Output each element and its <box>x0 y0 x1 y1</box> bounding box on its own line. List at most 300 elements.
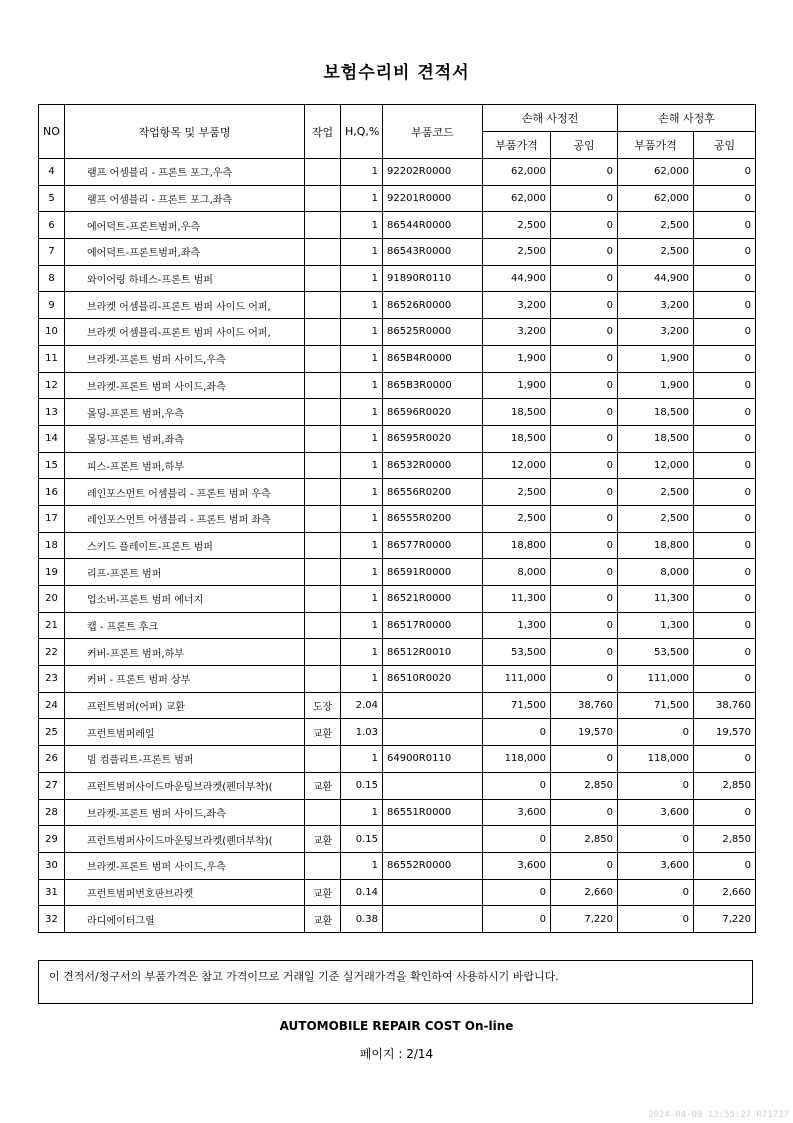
row-after-labor: 0 <box>694 159 756 186</box>
row-no: 14 <box>39 425 65 452</box>
row-work <box>305 639 341 666</box>
row-after-labor: 0 <box>694 746 756 773</box>
row-after-labor: 38,760 <box>694 692 756 719</box>
row-hq: 1 <box>341 639 383 666</box>
row-code <box>383 826 483 853</box>
row-code <box>383 772 483 799</box>
row-name: 브라켓-프론트 범퍼 사이드,좌측 <box>65 799 305 826</box>
row-code: 86577R0000 <box>383 532 483 559</box>
row-before-part-price: 2,500 <box>483 212 551 239</box>
row-before-labor: 7,220 <box>551 906 618 933</box>
table-row <box>39 159 756 186</box>
row-work <box>305 799 341 826</box>
row-no: 6 <box>39 212 65 239</box>
row-before-part-price: 11,300 <box>483 586 551 613</box>
row-hq: 1 <box>341 292 383 319</box>
row-before-part-price: 0 <box>483 826 551 853</box>
row-no: 15 <box>39 452 65 479</box>
row-after-labor: 2,660 <box>694 879 756 906</box>
row-name: 브라켓 어셈블리-프론트 범퍼 사이드 어퍼, <box>65 319 305 346</box>
row-name: 리프-프론트 범퍼 <box>65 559 305 586</box>
row-after-labor: 0 <box>694 666 756 693</box>
row-code: 86526R0000 <box>383 292 483 319</box>
row-name: 피스-프론트 범퍼,하부 <box>65 452 305 479</box>
row-no: 28 <box>39 799 65 826</box>
row-before-labor: 0 <box>551 425 618 452</box>
row-name: 에어덕트-프론트범퍼,좌측 <box>65 239 305 266</box>
row-before-labor: 0 <box>551 639 618 666</box>
row-code: 86525R0000 <box>383 319 483 346</box>
row-code: 86544R0000 <box>383 212 483 239</box>
row-hq: 1 <box>341 559 383 586</box>
row-after-labor: 0 <box>694 452 756 479</box>
row-after-part-price: 0 <box>618 772 694 799</box>
row-before-part-price: 1,300 <box>483 612 551 639</box>
row-code: 865B4R0000 <box>383 345 483 372</box>
row-after-part-price: 111,000 <box>618 666 694 693</box>
row-after-part-price: 12,000 <box>618 452 694 479</box>
row-no: 11 <box>39 345 65 372</box>
row-before-labor: 38,760 <box>551 692 618 719</box>
header-before-part-price: 부품가격 <box>483 132 551 159</box>
row-after-labor: 0 <box>694 479 756 506</box>
row-work <box>305 292 341 319</box>
row-before-part-price: 12,000 <box>483 452 551 479</box>
table-row <box>39 345 756 372</box>
header-after-labor: 공임 <box>694 132 756 159</box>
table-row <box>39 852 756 879</box>
row-before-labor: 0 <box>551 612 618 639</box>
row-after-part-price: 0 <box>618 906 694 933</box>
row-before-part-price: 18,800 <box>483 532 551 559</box>
table-row <box>39 292 756 319</box>
row-before-labor: 0 <box>551 799 618 826</box>
row-before-part-price: 1,900 <box>483 345 551 372</box>
row-hq: 0.15 <box>341 772 383 799</box>
table-row <box>39 799 756 826</box>
table-row <box>39 639 756 666</box>
row-after-part-price: 2,500 <box>618 239 694 266</box>
table-row <box>39 666 756 693</box>
row-before-labor: 0 <box>551 372 618 399</box>
row-after-part-price: 1,900 <box>618 345 694 372</box>
row-after-labor: 0 <box>694 799 756 826</box>
row-after-part-price: 0 <box>618 719 694 746</box>
row-work <box>305 532 341 559</box>
table-row <box>39 265 756 292</box>
row-before-labor: 0 <box>551 239 618 266</box>
brand-footer: AUTOMOBILE REPAIR COST On-line <box>279 1019 514 1033</box>
row-work <box>305 372 341 399</box>
header-hq: H,Q,% <box>341 105 383 159</box>
row-no: 8 <box>39 265 65 292</box>
row-before-part-price: 18,500 <box>483 399 551 426</box>
row-name: 빔 컴플리트-프론트 범퍼 <box>65 746 305 773</box>
row-name: 램프 어셈블리 - 프론트 포그,우측 <box>65 159 305 186</box>
row-name: 커버-프론트 범퍼,하부 <box>65 639 305 666</box>
header-name: 작업항목 및 부품명 <box>65 105 305 159</box>
row-after-part-price: 3,200 <box>618 292 694 319</box>
row-work <box>305 746 341 773</box>
row-hq: 1 <box>341 212 383 239</box>
row-name: 몰딩-프론트 범퍼,우측 <box>65 399 305 426</box>
row-hq: 1 <box>341 479 383 506</box>
row-hq: 2.04 <box>341 692 383 719</box>
row-after-part-price: 2,500 <box>618 505 694 532</box>
row-hq: 1 <box>341 666 383 693</box>
table-row <box>39 425 756 452</box>
row-before-part-price: 0 <box>483 772 551 799</box>
row-after-labor: 0 <box>694 185 756 212</box>
row-before-labor: 0 <box>551 666 618 693</box>
row-before-labor: 0 <box>551 159 618 186</box>
row-after-labor: 0 <box>694 212 756 239</box>
header-before: 손해 사정전 <box>483 105 618 132</box>
row-name: 프런트범퍼사이드마운팅브라켓(펜더부착)( <box>65 826 305 853</box>
row-before-part-price: 3,600 <box>483 852 551 879</box>
row-no: 31 <box>39 879 65 906</box>
row-name: 에어덕트-프론트범퍼,우측 <box>65 212 305 239</box>
row-code: 86556R0200 <box>383 479 483 506</box>
row-hq: 1 <box>341 425 383 452</box>
row-after-part-price: 62,000 <box>618 185 694 212</box>
row-code: 64900R0110 <box>383 746 483 773</box>
row-no: 21 <box>39 612 65 639</box>
row-work: 교환 <box>305 719 341 746</box>
row-before-part-price: 3,200 <box>483 319 551 346</box>
row-after-part-price: 2,500 <box>618 479 694 506</box>
row-before-part-price: 118,000 <box>483 746 551 773</box>
table-row <box>39 479 756 506</box>
row-work <box>305 345 341 372</box>
row-before-part-price: 53,500 <box>483 639 551 666</box>
row-no: 23 <box>39 666 65 693</box>
row-code <box>383 719 483 746</box>
row-code <box>383 692 483 719</box>
row-after-part-price: 53,500 <box>618 639 694 666</box>
row-name: 프런트범퍼사이드마운팅브라켓(펜더부착)( <box>65 772 305 799</box>
row-after-part-price: 44,900 <box>618 265 694 292</box>
row-after-labor: 2,850 <box>694 772 756 799</box>
row-after-labor: 2,850 <box>694 826 756 853</box>
row-name: 스키드 플레이트-프론트 범퍼 <box>65 532 305 559</box>
row-after-labor: 0 <box>694 239 756 266</box>
row-code: 865B3R0000 <box>383 372 483 399</box>
row-code: 86543R0000 <box>383 239 483 266</box>
row-name: 업소버-프론트 범퍼 에너지 <box>65 586 305 613</box>
table-row <box>39 719 756 746</box>
row-before-labor: 2,850 <box>551 826 618 853</box>
row-before-part-price: 3,600 <box>483 799 551 826</box>
row-after-labor: 0 <box>694 399 756 426</box>
row-work <box>305 559 341 586</box>
table-row <box>39 452 756 479</box>
header-no: NO <box>39 105 65 159</box>
row-no: 16 <box>39 479 65 506</box>
row-after-part-price: 11,300 <box>618 586 694 613</box>
row-before-part-price: 1,900 <box>483 372 551 399</box>
row-before-part-price: 62,000 <box>483 159 551 186</box>
row-before-part-price: 0 <box>483 906 551 933</box>
row-work <box>305 612 341 639</box>
row-after-labor: 0 <box>694 852 756 879</box>
table-row <box>39 505 756 532</box>
row-name: 캡 - 프론트 후크 <box>65 612 305 639</box>
row-hq: 1.03 <box>341 719 383 746</box>
row-before-part-price: 18,500 <box>483 425 551 452</box>
row-no: 29 <box>39 826 65 853</box>
row-no: 18 <box>39 532 65 559</box>
row-before-labor: 2,660 <box>551 879 618 906</box>
row-hq: 0.15 <box>341 826 383 853</box>
row-code: 86551R0000 <box>383 799 483 826</box>
row-name: 램프 어셈블리 - 프론트 포그,좌측 <box>65 185 305 212</box>
row-hq: 1 <box>341 586 383 613</box>
row-before-labor: 19,570 <box>551 719 618 746</box>
row-no: 12 <box>39 372 65 399</box>
header-before-labor: 공임 <box>551 132 618 159</box>
row-before-labor: 0 <box>551 319 618 346</box>
row-hq: 1 <box>341 452 383 479</box>
row-hq: 1 <box>341 746 383 773</box>
row-after-labor: 7,220 <box>694 906 756 933</box>
row-before-labor: 0 <box>551 746 618 773</box>
row-before-part-price: 2,500 <box>483 479 551 506</box>
row-no: 4 <box>39 159 65 186</box>
row-hq: 1 <box>341 185 383 212</box>
row-hq: 1 <box>341 345 383 372</box>
row-before-labor: 0 <box>551 852 618 879</box>
row-work <box>305 479 341 506</box>
table-row <box>39 692 756 719</box>
row-name: 레인포스먼트 어셈블리 - 프론트 범퍼 우측 <box>65 479 305 506</box>
row-before-part-price: 111,000 <box>483 666 551 693</box>
row-after-part-price: 8,000 <box>618 559 694 586</box>
row-before-labor: 0 <box>551 586 618 613</box>
row-no: 24 <box>39 692 65 719</box>
row-after-part-price: 1,300 <box>618 612 694 639</box>
row-after-part-price: 0 <box>618 879 694 906</box>
row-code: 86512R0010 <box>383 639 483 666</box>
row-hq: 1 <box>341 399 383 426</box>
row-no: 27 <box>39 772 65 799</box>
row-work <box>305 666 341 693</box>
row-work: 교환 <box>305 826 341 853</box>
row-before-labor: 0 <box>551 212 618 239</box>
row-name: 브라켓 어셈블리-프론트 범퍼 사이드 어퍼, <box>65 292 305 319</box>
table-row <box>39 906 756 933</box>
table-row <box>39 399 756 426</box>
row-hq: 1 <box>341 612 383 639</box>
row-no: 17 <box>39 505 65 532</box>
row-code: 86510R0020 <box>383 666 483 693</box>
row-no: 22 <box>39 639 65 666</box>
row-before-labor: 0 <box>551 452 618 479</box>
row-name: 브라켓-프론트 범퍼 사이드,우측 <box>65 852 305 879</box>
row-name: 프런트범퍼(어퍼) 교환 <box>65 692 305 719</box>
row-code: 86596R0020 <box>383 399 483 426</box>
row-before-labor: 2,850 <box>551 772 618 799</box>
row-no: 13 <box>39 399 65 426</box>
row-work <box>305 265 341 292</box>
row-hq: 1 <box>341 852 383 879</box>
row-after-labor: 0 <box>694 612 756 639</box>
row-work <box>305 212 341 239</box>
header-code: 부품코드 <box>383 105 483 159</box>
row-hq: 1 <box>341 505 383 532</box>
row-no: 10 <box>39 319 65 346</box>
row-code: 86591R0000 <box>383 559 483 586</box>
row-after-labor: 0 <box>694 265 756 292</box>
row-after-labor: 0 <box>694 505 756 532</box>
row-after-part-price: 3,600 <box>618 799 694 826</box>
row-before-part-price: 0 <box>483 719 551 746</box>
row-hq: 1 <box>341 319 383 346</box>
row-after-part-price: 3,200 <box>618 319 694 346</box>
table-row <box>39 879 756 906</box>
row-no: 26 <box>39 746 65 773</box>
row-name: 프런트범퍼레일 <box>65 719 305 746</box>
row-code <box>383 879 483 906</box>
row-after-labor: 0 <box>694 319 756 346</box>
row-work <box>305 239 341 266</box>
row-code: 86532R0000 <box>383 452 483 479</box>
document-title: 보험수리비 견적서 <box>323 63 470 83</box>
row-after-labor: 0 <box>694 372 756 399</box>
table-row <box>39 319 756 346</box>
row-before-labor: 0 <box>551 185 618 212</box>
row-before-labor: 0 <box>551 505 618 532</box>
table-row <box>39 212 756 239</box>
row-name: 프런트범퍼번호판브라켓 <box>65 879 305 906</box>
row-no: 7 <box>39 239 65 266</box>
row-hq: 1 <box>341 159 383 186</box>
row-after-labor: 0 <box>694 292 756 319</box>
row-work: 교환 <box>305 879 341 906</box>
row-after-part-price: 18,500 <box>618 425 694 452</box>
row-work: 교환 <box>305 906 341 933</box>
price-notice: 이 견적서/청구서의 부품가격은 참고 가격이므로 거래일 기준 실거래가격을 확인하여 사용하시기 바랍니다. <box>38 960 753 1004</box>
print-timestamp: 2024-04-09 13:55:27 R71737 <box>648 1110 789 1120</box>
row-after-labor: 0 <box>694 586 756 613</box>
table-row <box>39 239 756 266</box>
row-before-part-price: 71,500 <box>483 692 551 719</box>
table-row <box>39 746 756 773</box>
table-row <box>39 185 756 212</box>
row-before-part-price: 8,000 <box>483 559 551 586</box>
row-hq: 0.14 <box>341 879 383 906</box>
estimate-rows <box>39 159 756 933</box>
row-name: 커버 - 프론트 범퍼 상부 <box>65 666 305 693</box>
row-work <box>305 425 341 452</box>
row-work <box>305 505 341 532</box>
row-after-labor: 0 <box>694 425 756 452</box>
row-before-part-price: 44,900 <box>483 265 551 292</box>
row-hq: 1 <box>341 532 383 559</box>
row-before-labor: 0 <box>551 532 618 559</box>
estimate-table <box>38 104 756 933</box>
header-after-part-price: 부품가격 <box>618 132 694 159</box>
row-name: 몰딩-프론트 범퍼,좌측 <box>65 425 305 452</box>
row-before-labor: 0 <box>551 265 618 292</box>
row-after-part-price: 118,000 <box>618 746 694 773</box>
table-row <box>39 826 756 853</box>
row-name: 와이어링 하네스-프론트 범퍼 <box>65 265 305 292</box>
row-code <box>383 906 483 933</box>
row-before-part-price: 2,500 <box>483 239 551 266</box>
row-before-labor: 0 <box>551 559 618 586</box>
table-row <box>39 532 756 559</box>
row-work <box>305 319 341 346</box>
row-hq: 1 <box>341 265 383 292</box>
row-no: 30 <box>39 852 65 879</box>
row-work <box>305 185 341 212</box>
table-row <box>39 612 756 639</box>
row-code: 86555R0200 <box>383 505 483 532</box>
row-after-labor: 0 <box>694 559 756 586</box>
row-work: 도장 <box>305 692 341 719</box>
header-work: 작업 <box>305 105 341 159</box>
row-after-part-price: 71,500 <box>618 692 694 719</box>
row-before-part-price: 0 <box>483 879 551 906</box>
row-name: 브라켓-프론트 범퍼 사이드,좌측 <box>65 372 305 399</box>
row-after-part-price: 0 <box>618 826 694 853</box>
row-name: 레인포스먼트 어셈블리 - 프론트 범퍼 좌측 <box>65 505 305 532</box>
row-hq: 1 <box>341 239 383 266</box>
row-no: 5 <box>39 185 65 212</box>
row-after-part-price: 1,900 <box>618 372 694 399</box>
page-number: 페이지 : 2/14 <box>359 1047 434 1061</box>
row-before-labor: 0 <box>551 292 618 319</box>
row-after-part-price: 18,800 <box>618 532 694 559</box>
header-after: 손해 사정후 <box>618 105 756 132</box>
row-before-labor: 0 <box>551 345 618 372</box>
row-before-labor: 0 <box>551 399 618 426</box>
row-work <box>305 159 341 186</box>
row-code: 86521R0000 <box>383 586 483 613</box>
row-after-labor: 0 <box>694 532 756 559</box>
row-before-part-price: 2,500 <box>483 505 551 532</box>
row-work <box>305 852 341 879</box>
row-code: 92202R0000 <box>383 159 483 186</box>
row-code: 86552R0000 <box>383 852 483 879</box>
row-no: 25 <box>39 719 65 746</box>
row-before-part-price: 3,200 <box>483 292 551 319</box>
row-before-part-price: 62,000 <box>483 185 551 212</box>
row-hq: 1 <box>341 372 383 399</box>
row-code: 92201R0000 <box>383 185 483 212</box>
row-work <box>305 452 341 479</box>
row-code: 86595R0020 <box>383 425 483 452</box>
row-work: 교환 <box>305 772 341 799</box>
row-code: 86517R0000 <box>383 612 483 639</box>
table-row <box>39 372 756 399</box>
row-no: 32 <box>39 906 65 933</box>
row-no: 9 <box>39 292 65 319</box>
row-work <box>305 586 341 613</box>
row-no: 19 <box>39 559 65 586</box>
row-name: 라디에이터그릴 <box>65 906 305 933</box>
row-after-part-price: 2,500 <box>618 212 694 239</box>
row-after-labor: 0 <box>694 639 756 666</box>
row-after-part-price: 3,600 <box>618 852 694 879</box>
table-row <box>39 586 756 613</box>
table-row <box>39 559 756 586</box>
row-no: 20 <box>39 586 65 613</box>
row-after-part-price: 62,000 <box>618 159 694 186</box>
row-name: 브라켓-프론트 범퍼 사이드,우측 <box>65 345 305 372</box>
row-after-labor: 0 <box>694 345 756 372</box>
